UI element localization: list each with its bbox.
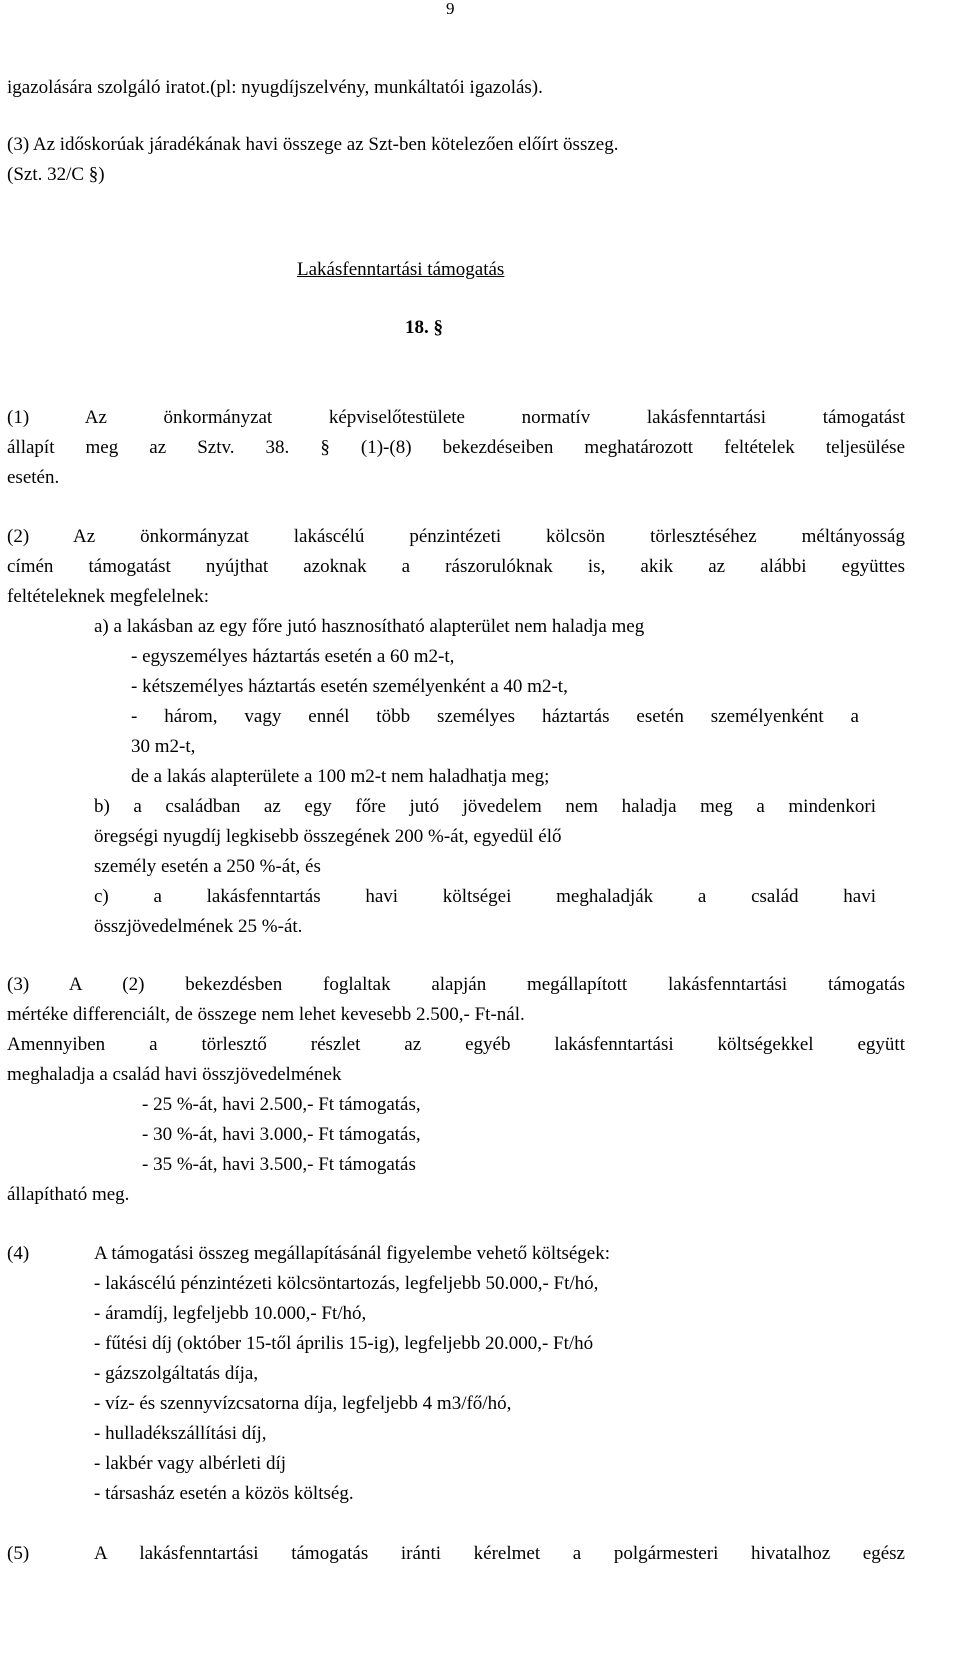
text-line: b) a családban az egy főre jutó jövedelem nem haladja meg a mindenkori (94, 796, 876, 817)
list-item: - víz- és szennyvízcsatorna díja, legfeljebb 4 m3/fő/hó, (94, 1393, 512, 1414)
list-item: - áramdíj, legfeljebb 10.000,- Ft/hó, (94, 1303, 367, 1324)
text-line: A lakásfenntartási támogatás iránti kérelmet a polgármesteri hivatalhoz egész (94, 1543, 905, 1564)
text-line: - három, vagy ennél több személyes háztartás esetén személyenként a (131, 706, 859, 727)
text-line: (3) A (2) bekezdésben foglaltak alapján megállapított lakásfenntartási támogatás (7, 974, 905, 995)
text-line: c) a lakásfenntartás havi költségei meghaladják a család havi (94, 886, 876, 907)
list-item: - 25 %-át, havi 2.500,- Ft támogatás, (142, 1094, 421, 1115)
text-line: címén támogatást nyújthat azoknak a rászorulóknak is, akik az alábbi együttes (7, 556, 905, 577)
text-line: A támogatási összeg megállapításánál figyelembe vehető költségek: (94, 1243, 611, 1264)
list-item: - fűtési díj (október 15-től április 15-ig), legfeljebb 20.000,- Ft/hó (94, 1333, 594, 1354)
text-line: öregségi nyugdíj legkisebb összegének 200 %-át, egyedül élő (94, 826, 562, 847)
text-line: de a lakás alapterülete a 100 m2-t nem haladhatja meg; (131, 766, 550, 787)
text-line: meghaladja a család havi összjövedelmének (7, 1064, 342, 1085)
section-title: Lakásfenntartási támogatás (297, 259, 505, 280)
list-item: - hulladékszállítási díj, (94, 1423, 267, 1444)
list-item: - társasház esetén a közös költség. (94, 1483, 354, 1504)
text-line: (1) Az önkormányzat képviselőtestülete normatív lakásfenntartási támogatást (7, 407, 905, 428)
text-line: (Szt. 32/C §) (7, 164, 105, 185)
list-item: - lakáscélú pénzintézeti kölcsöntartozás, legfeljebb 50.000,- Ft/hó, (94, 1273, 599, 1294)
text-line: (2) Az önkormányzat lakáscélú pénzintézeti kölcsön törlesztéséhez méltányosság (7, 526, 905, 547)
text-line: igazolására szolgáló iratot.(pl: nyugdíjszelvény, munkáltatói igazolás). (7, 77, 543, 98)
text-line: állapít meg az Sztv. 38. § (1)-(8) bekezdéseiben meghatározott feltételek teljesülése (7, 437, 905, 458)
text-line: összjövedelmének 25 %-át. (94, 916, 303, 937)
text-line: esetén. (7, 467, 60, 488)
page-number: 9 (446, 0, 455, 18)
list-item: - 30 %-át, havi 3.000,- Ft támogatás, (142, 1124, 421, 1145)
text-line: - egyszemélyes háztartás esetén a 60 m2-t, (131, 646, 455, 667)
list-item: - 35 %-át, havi 3.500,- Ft támogatás (142, 1154, 416, 1175)
list-item: - gázszolgáltatás díja, (94, 1363, 259, 1384)
text-line: személy esetén a 250 %-át, és (94, 856, 321, 877)
text-line: (3) Az időskorúak járadékának havi összege az Szt-ben kötelezően előírt összeg. (7, 134, 619, 155)
paragraph-label: (5) (7, 1543, 30, 1564)
paragraph-label: (4) (7, 1243, 30, 1264)
list-item: - lakbér vagy albérleti díj (94, 1453, 287, 1474)
section-number: 18. § (405, 317, 443, 338)
text-line: 30 m2-t, (131, 736, 196, 757)
text-line: mértéke differenciált, de összege nem lehet kevesebb 2.500,- Ft-nál. (7, 1004, 525, 1025)
text-line: Amennyiben a törlesztő részlet az egyéb lakásfenntartási költségekkel együtt (7, 1034, 905, 1055)
text-line: - kétszemélyes háztartás esetén személyenként a 40 m2-t, (131, 676, 568, 697)
text-line: a) a lakásban az egy főre jutó hasznosítható alapterület nem haladja meg (94, 616, 645, 637)
text-line: feltételeknek megfelelnek: (7, 586, 210, 607)
text-line: állapítható meg. (7, 1184, 130, 1205)
